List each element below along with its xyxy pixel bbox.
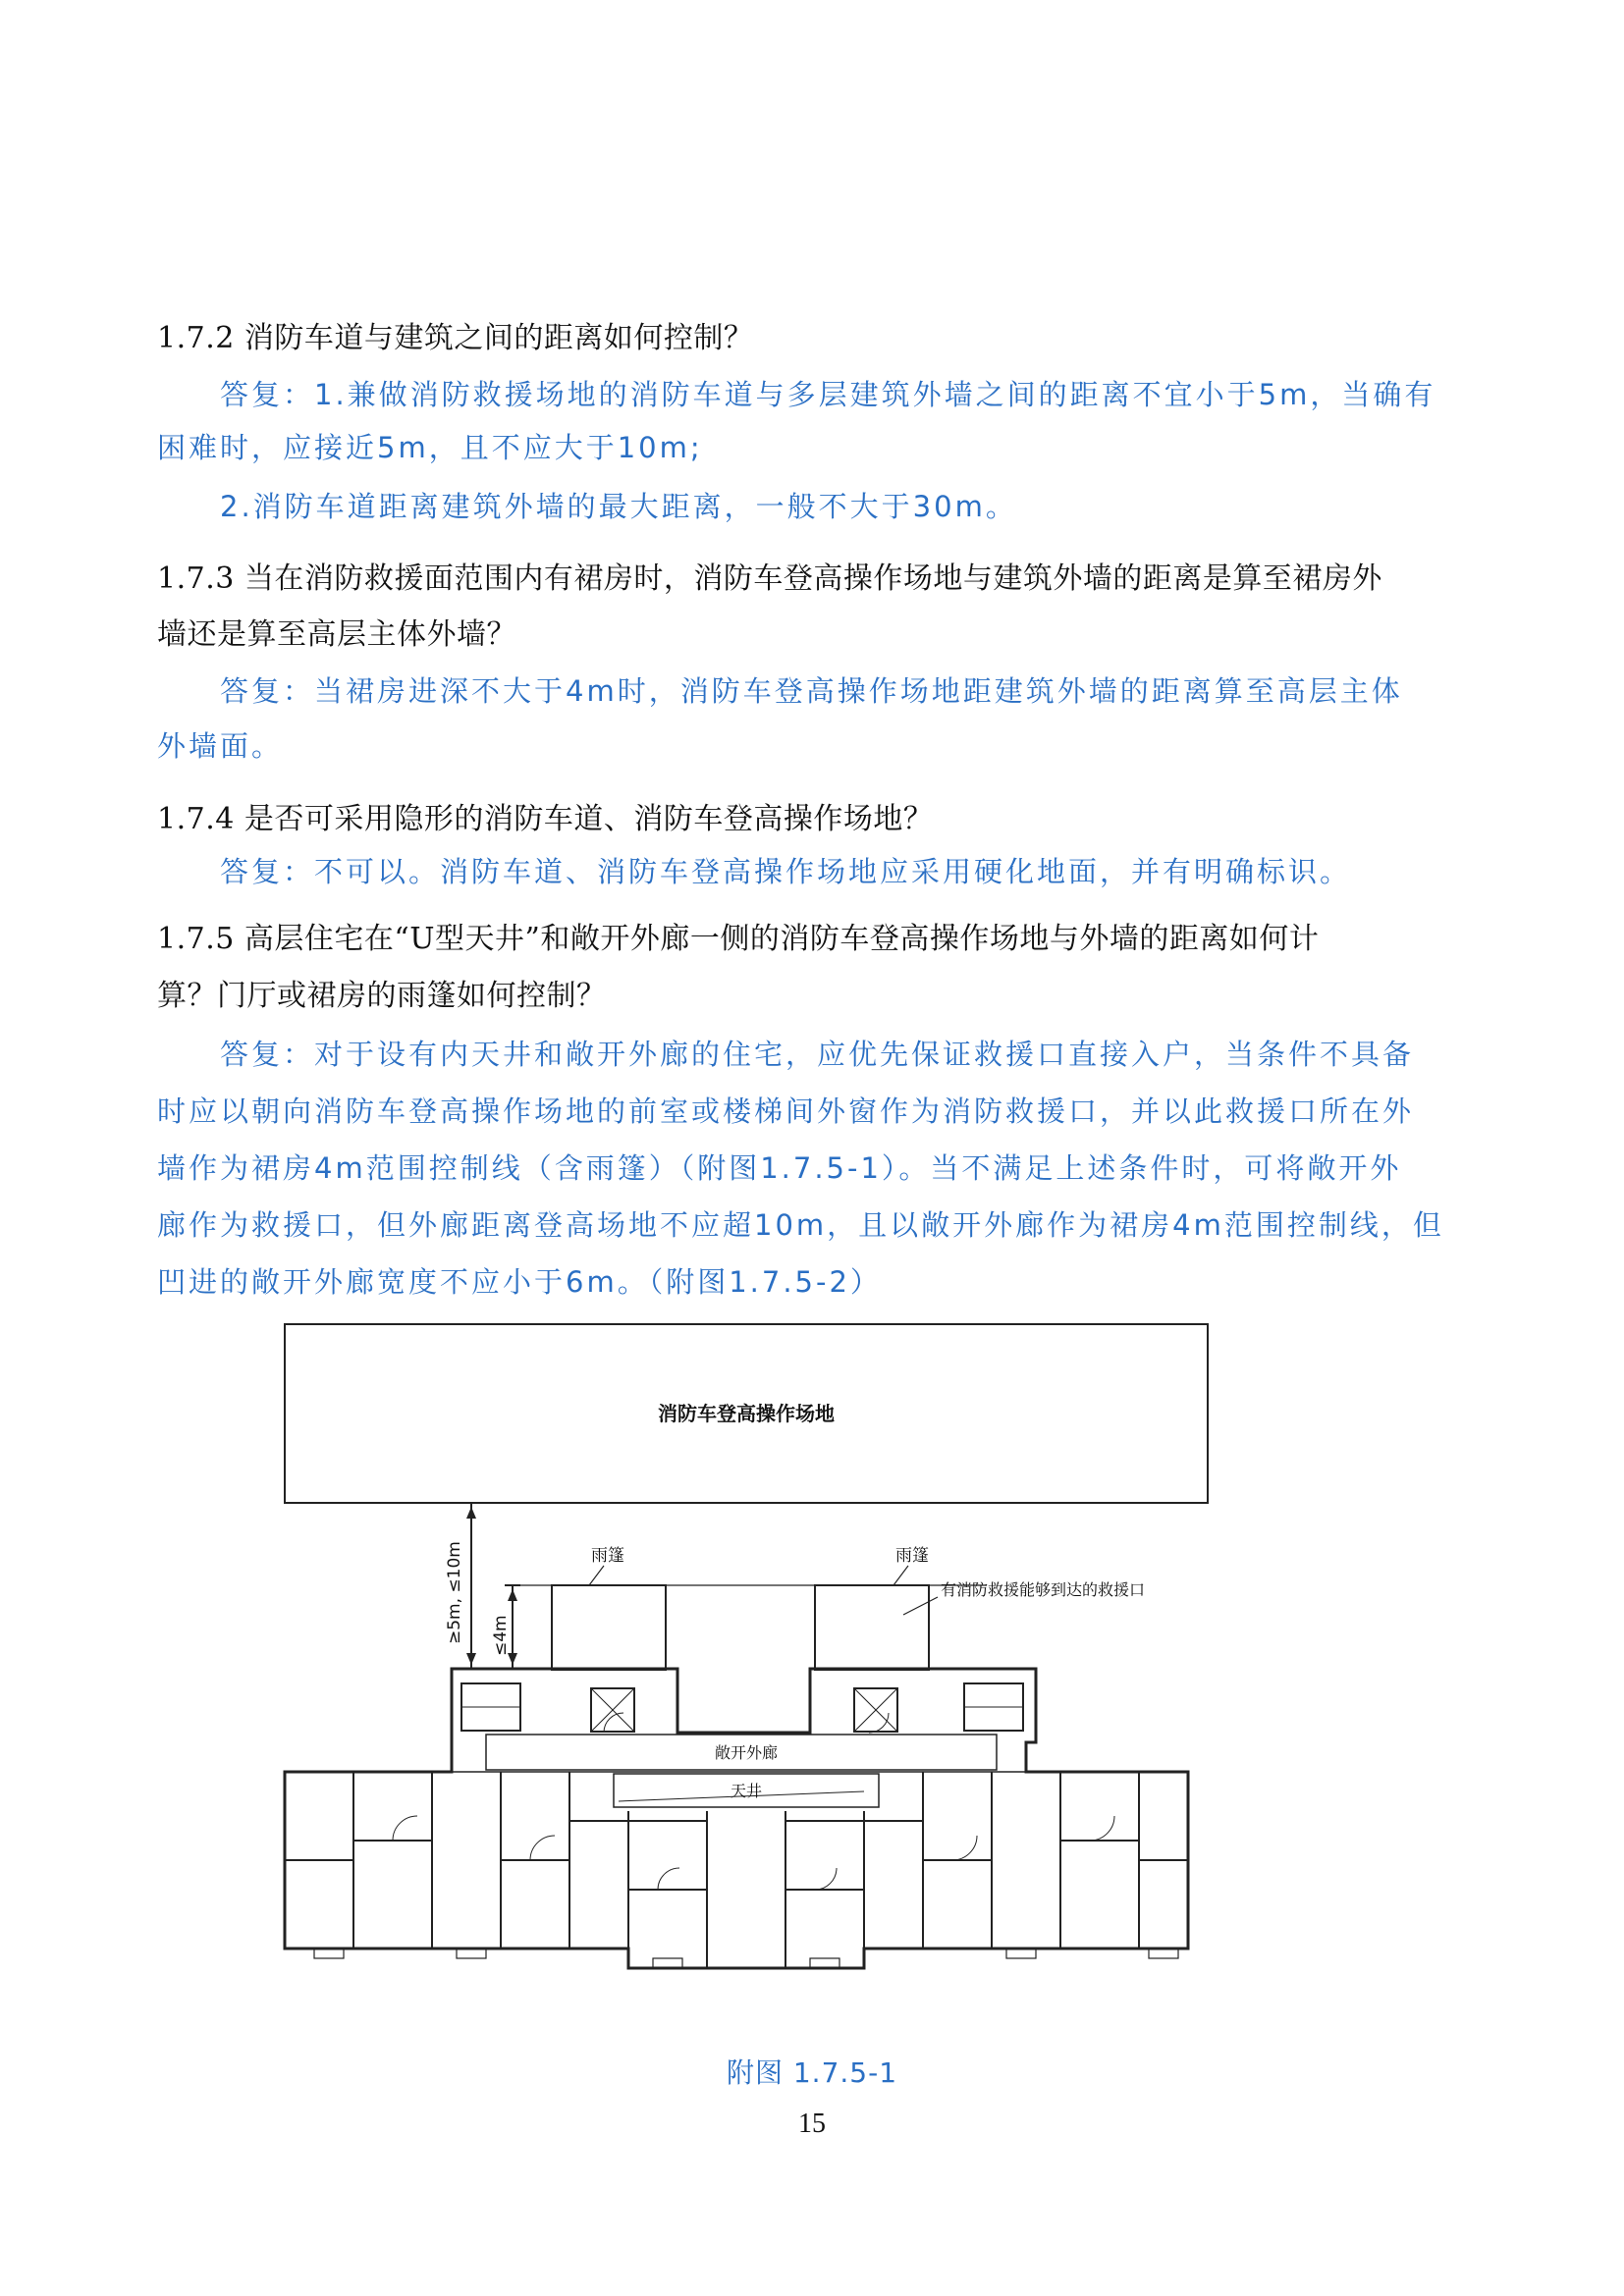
answer-1-7-3-line-2: 外墙面。 <box>157 729 284 763</box>
answer-1-7-2-line-2: 困难时，应接近5m，且不应大于10m; <box>157 431 703 464</box>
answer-1-7-3-line-1 <box>157 664 1473 719</box>
canopy-depth-dimension-label: ≤4m <box>491 1615 511 1656</box>
answer-1-7-2-line-3 <box>157 479 1473 534</box>
answer-1-7-5-line-4: 廊作为救援口，但外廊距离登高场地不应超10m，且以敞开外廊作为裙房4m范围控制线，但 <box>157 1208 1444 1242</box>
answer-text: 答复：当裙房进深不大于4m时，消防车登高操作场地距建筑外墙的距离算至高层主体 <box>220 674 1403 708</box>
answer-1-7-2-line-1 <box>157 367 1473 422</box>
figure-caption: 附图 1.7.5-1 <box>726 2056 898 2089</box>
answer-text: 2.消防车道距离建筑外墙的最大距离，一般不大于30m。 <box>220 490 1017 523</box>
answer-1-7-5-line-2: 时应以朝向消防车登高操作场地的前室或楼梯间外窗作为消防救援口，并以此救援口所在外 <box>157 1095 1415 1128</box>
question-1-7-5-line-1: 1.7.5 高层住宅在“U型天井”和敞开外廊一侧的消防车登高操作场地与外墙的距离如何计 <box>157 922 1320 956</box>
rescue-opening-note: 有消防救援能够到达的救援口 <box>941 1580 1146 1599</box>
answer-1-7-5-line-3: 墙作为裙房4m范围控制线（含雨篷）（附图1.7.5-1）。当不满足上述条件时，可将敞开外 <box>157 1151 1402 1185</box>
page-number: 15 <box>798 2109 826 2139</box>
question-1-7-4: 1.7.4 是否可采用隐形的消防车道、消防车登高操作场地？ <box>157 802 934 836</box>
courtyard-label: 天井 <box>730 1782 763 1800</box>
floor-plan-figure <box>265 1310 1227 2017</box>
question-1-7-3-line-1: 1.7.3 当在消防救援面范围内有裙房时，消防车登高操作场地与建筑外墙的距离是算至裙房外 <box>157 561 1382 596</box>
question-1-7-5-line-2: 算？门厅或裙房的雨篷如何控制？ <box>157 979 607 1013</box>
answer-text: 答复：1.兼做消防救援场地的消防车道与多层建筑外墙之间的距离不宜小于5m，当确有 <box>220 378 1436 411</box>
answer-1-7-4 <box>157 844 1473 899</box>
canopy-label-right: 雨篷 <box>895 1546 929 1566</box>
site-label: 消防车登高操作场地 <box>658 1402 835 1425</box>
answer-1-7-5-line-1 <box>157 1027 1473 1082</box>
question-1-7-3-line-2: 墙还是算至高层主体外墙？ <box>157 617 516 652</box>
question-1-7-2: 1.7.2 消防车道与建筑之间的距离如何控制？ <box>157 321 754 355</box>
open-corridor-label: 敞开外廊 <box>714 1743 779 1762</box>
canopy-label-left: 雨篷 <box>591 1546 624 1566</box>
answer-1-7-5-line-5: 凹进的敞开外廊宽度不应小于6m。（附图1.7.5-2） <box>157 1265 882 1299</box>
answer-text: 答复：对于设有内天井和敞开外廊的住宅，应优先保证救援口直接入户，当条件不具备 <box>220 1038 1415 1071</box>
answer-text: 答复：不可以。消防车道、消防车登高操作场地应采用硬化地面，并有明确标识。 <box>220 855 1352 888</box>
distance-dimension-label: ≥5m, ≤10m <box>445 1541 464 1644</box>
